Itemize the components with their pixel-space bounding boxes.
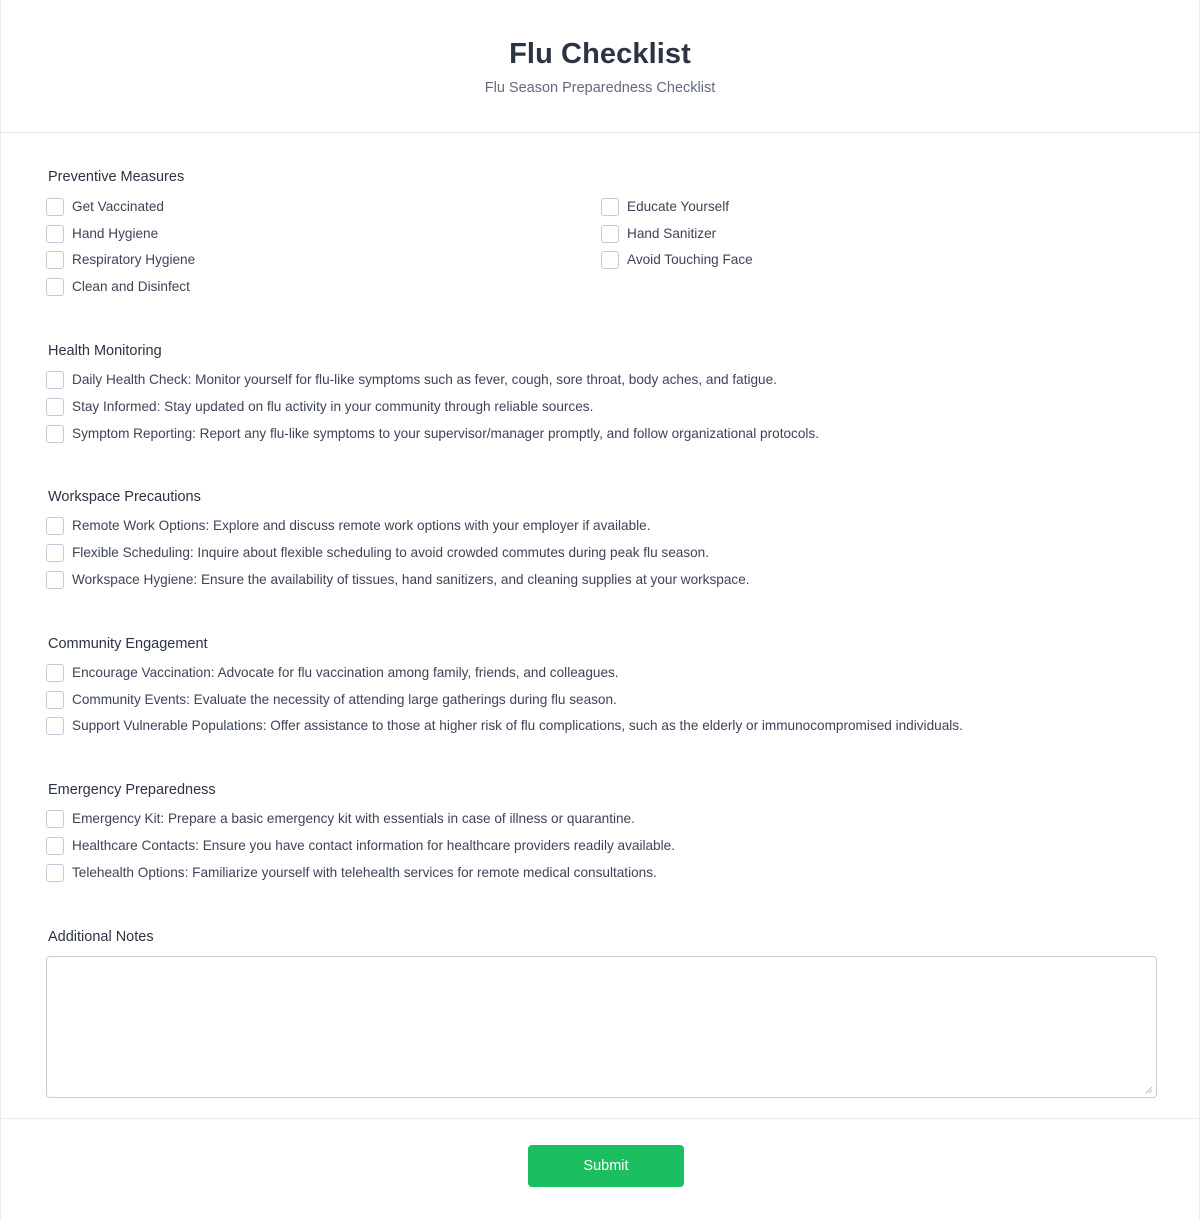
- checkbox-encourage-vaccination[interactable]: [46, 663, 619, 683]
- checkbox-clean-and-disinfect[interactable]: [46, 277, 190, 297]
- checkbox-daily-health-check[interactable]: [46, 370, 777, 390]
- checkbox-label: Respiratory Hygiene: [72, 252, 196, 267]
- checkbox-label: Community Events: Evaluate the necessity of attending large gatherings during flu season.: [72, 692, 617, 707]
- checkbox-label: Support Vulnerable Populations: Offer assistance to those at higher risk of flu complications, such as the elderly or immunocompromised individuals.: [72, 718, 963, 733]
- checkbox-box[interactable]: [46, 198, 64, 216]
- checkbox-box[interactable]: [46, 544, 64, 562]
- checkbox-label: Hand Hygiene: [72, 226, 159, 241]
- checkbox-remote-work-options[interactable]: [46, 516, 651, 536]
- checkbox-label: Healthcare Contacts: Ensure you have contact information for healthcare providers readily available.: [72, 838, 675, 853]
- checkbox-box[interactable]: [601, 225, 619, 243]
- checkbox-avoid-touching-face[interactable]: [601, 250, 753, 270]
- section-title-workspace-precautions: Workspace Precautions: [48, 489, 201, 505]
- checkbox-box[interactable]: [46, 717, 64, 735]
- checkbox-label: Flexible Scheduling: Inquire about flexible scheduling to avoid crowded commutes during peak flu season.: [72, 545, 710, 560]
- page-subtitle: Flu Season Preparedness Checklist: [484, 80, 716, 96]
- page-title: Flu Checklist: [509, 38, 691, 70]
- checkbox-label: Educate Yourself: [627, 199, 730, 214]
- checkbox-flexible-scheduling[interactable]: [46, 543, 709, 563]
- checkbox-label: Get Vaccinated: [72, 199, 164, 214]
- checkbox-box[interactable]: [46, 425, 64, 443]
- checkbox-box[interactable]: [46, 864, 64, 882]
- checkbox-label: Hand Sanitizer: [627, 226, 717, 241]
- checkbox-hand-sanitizer[interactable]: [601, 224, 716, 244]
- checkbox-box[interactable]: [46, 371, 64, 389]
- checkbox-healthcare-contacts[interactable]: [46, 836, 675, 856]
- checkbox-label: Avoid Touching Face: [627, 252, 753, 267]
- checkbox-workspace-hygiene[interactable]: [46, 570, 750, 590]
- section-title-community-engagement: Community Engagement: [48, 636, 208, 652]
- checkbox-label: Emergency Kit: Prepare a basic emergency kit with essentials in case of illness or quarantine.: [72, 811, 635, 826]
- section-title-health-monitoring: Health Monitoring: [48, 343, 162, 359]
- checkbox-emergency-kit[interactable]: [46, 809, 635, 829]
- checkbox-box[interactable]: [46, 398, 64, 416]
- checkbox-get-vaccinated[interactable]: [46, 197, 164, 217]
- checkbox-box[interactable]: [46, 837, 64, 855]
- section-title-preventive-measures: Preventive Measures: [48, 169, 185, 185]
- checkbox-label: Symptom Reporting: Report any flu-like symptoms to your supervisor/manager promptly, and follow organizational protocols.: [72, 426, 819, 441]
- checkbox-telehealth-options[interactable]: [46, 863, 657, 883]
- additional-notes-textarea[interactable]: [47, 957, 1156, 1097]
- notes-field-wrapper: [46, 956, 1157, 1098]
- checkbox-stay-informed[interactable]: [46, 397, 593, 417]
- checkbox-box[interactable]: [46, 251, 64, 269]
- checkbox-box[interactable]: [46, 664, 64, 682]
- notes-label: Additional Notes: [48, 929, 154, 945]
- checkbox-community-events[interactable]: [46, 690, 617, 710]
- resize-handle-icon[interactable]: [1145, 1086, 1153, 1094]
- checkbox-label: Stay Informed: Stay updated on flu activity in your community through reliable sources.: [72, 399, 594, 414]
- checkbox-label: Workspace Hygiene: Ensure the availability of tissues, hand sanitizers, and cleaning supplies at your workspace.: [72, 572, 750, 587]
- checkbox-label: Clean and Disinfect: [72, 279, 190, 294]
- checkbox-educate-yourself[interactable]: [601, 197, 729, 217]
- submit-button[interactable]: Submit: [528, 1145, 684, 1187]
- form-header: [1, 0, 1199, 133]
- checkbox-box[interactable]: [46, 517, 64, 535]
- checkbox-box[interactable]: [46, 225, 64, 243]
- checkbox-box[interactable]: [46, 278, 64, 296]
- checkbox-label: Remote Work Options: Explore and discuss remote work options with your employer if available.: [72, 518, 651, 533]
- checkbox-box[interactable]: [46, 571, 64, 589]
- checkbox-box[interactable]: [601, 251, 619, 269]
- checkbox-box[interactable]: [46, 810, 64, 828]
- checkbox-label: Daily Health Check: Monitor yourself for flu-like symptoms such as fever, cough, sore throat, body aches, and fatigue.: [72, 372, 777, 387]
- checkbox-box[interactable]: [601, 198, 619, 216]
- checkbox-support-vulnerable-populations[interactable]: [46, 716, 963, 736]
- checkbox-hand-hygiene[interactable]: [46, 224, 158, 244]
- checkbox-label: Encourage Vaccination: Advocate for flu vaccination among family, friends, and colleagues.: [72, 665, 619, 680]
- checkbox-label: Telehealth Options: Familiarize yourself with telehealth services for remote medical consultations.: [72, 865, 657, 880]
- checkbox-respiratory-hygiene[interactable]: [46, 250, 195, 270]
- checkbox-box[interactable]: [46, 691, 64, 709]
- footer-divider: [1, 1118, 1200, 1119]
- section-title-emergency-preparedness: Emergency Preparedness: [48, 782, 216, 798]
- checkbox-symptom-reporting[interactable]: [46, 424, 819, 444]
